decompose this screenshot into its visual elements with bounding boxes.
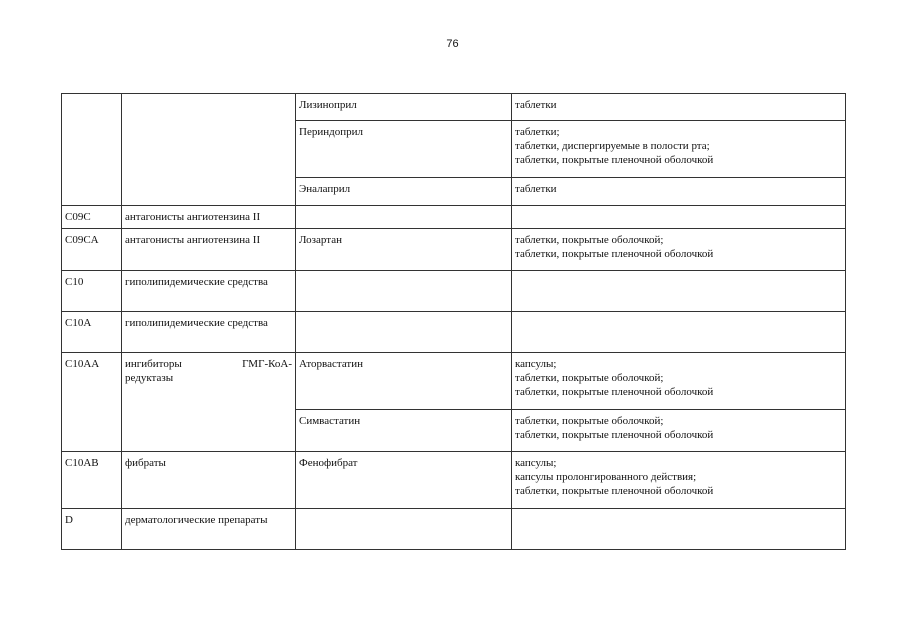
forms-cell — [512, 229, 846, 271]
drug-cell: Лизиноприл — [296, 94, 512, 121]
table-row — [62, 509, 846, 550]
atc-code-cell: C10AA — [62, 353, 122, 452]
atc-code-cell: C09C — [62, 206, 122, 229]
drug-cell — [296, 271, 512, 312]
table-row — [62, 271, 846, 312]
form-line: капсулы пролонгированного действия; — [515, 471, 697, 483]
forms-cell — [512, 121, 846, 178]
table-row — [62, 452, 846, 509]
drug-cell: Лозартан — [296, 229, 512, 271]
table-row — [62, 206, 846, 229]
atc-code-cell: C10 — [62, 271, 122, 312]
form-line: таблетки; — [515, 126, 560, 138]
forms-cell — [512, 206, 846, 229]
group-cell: гиполипидемические средства — [122, 312, 296, 353]
table-row — [62, 229, 846, 271]
table-row — [62, 312, 846, 353]
group-cell: дерматологические препараты — [122, 509, 296, 550]
drug-cell: Симвастатин — [296, 410, 512, 452]
drug-cell: Фенофибрат — [296, 452, 512, 509]
form-line: таблетки, покрытые пленочной оболочкой — [515, 485, 714, 497]
drug-cell: Аторвастатин — [296, 353, 512, 410]
form-line: таблетки — [515, 99, 557, 111]
forms-cell — [512, 312, 846, 353]
group-cell: фибраты — [122, 452, 296, 509]
form-line: таблетки, покрытые пленочной оболочкой — [515, 154, 714, 166]
atc-code-cell — [62, 94, 122, 206]
table-row — [62, 94, 846, 121]
drug-table — [61, 93, 846, 550]
drug-cell — [296, 206, 512, 229]
group-cell — [122, 353, 296, 452]
group-cell: гиполипидемические средства — [122, 271, 296, 312]
atc-code-cell: C10A — [62, 312, 122, 353]
forms-cell — [512, 452, 846, 509]
forms-cell — [512, 94, 846, 121]
atc-code-cell: C09CA — [62, 229, 122, 271]
group-cell — [122, 94, 296, 206]
form-line: таблетки, покрытые оболочкой; — [515, 372, 664, 384]
forms-cell — [512, 353, 846, 410]
form-line: таблетки, покрытые оболочкой; — [515, 234, 664, 246]
forms-cell — [512, 410, 846, 452]
form-line: таблетки, покрытые пленочной оболочкой — [515, 248, 714, 260]
forms-cell — [512, 178, 846, 206]
form-line: таблетки, покрытые пленочной оболочкой — [515, 429, 714, 441]
group-cell: антагонисты ангиотензина II — [122, 229, 296, 271]
drug-cell: Эналаприл — [296, 178, 512, 206]
form-line: капсулы; — [515, 358, 557, 370]
group-cell: антагонисты ангиотензина II — [122, 206, 296, 229]
atc-code-cell: C10AB — [62, 452, 122, 509]
drug-cell — [296, 509, 512, 550]
form-line: таблетки, покрытые пленочной оболочкой — [515, 386, 714, 398]
form-line: таблетки, покрытые оболочкой; — [515, 415, 664, 427]
atc-code-cell: D — [62, 509, 122, 550]
form-line: капсулы; — [515, 457, 557, 469]
form-line: таблетки — [515, 183, 557, 195]
table-row — [62, 353, 846, 410]
page-number: 76 — [446, 38, 459, 50]
drug-cell — [296, 312, 512, 353]
forms-cell — [512, 509, 846, 550]
drug-cell: Периндоприл — [296, 121, 512, 178]
forms-cell — [512, 271, 846, 312]
group-line: редуктазы — [125, 372, 174, 384]
group-line: ингибиторы ГМГ-КоА- — [125, 358, 292, 370]
form-line: таблетки, диспергируемые в полости рта; — [515, 140, 710, 152]
